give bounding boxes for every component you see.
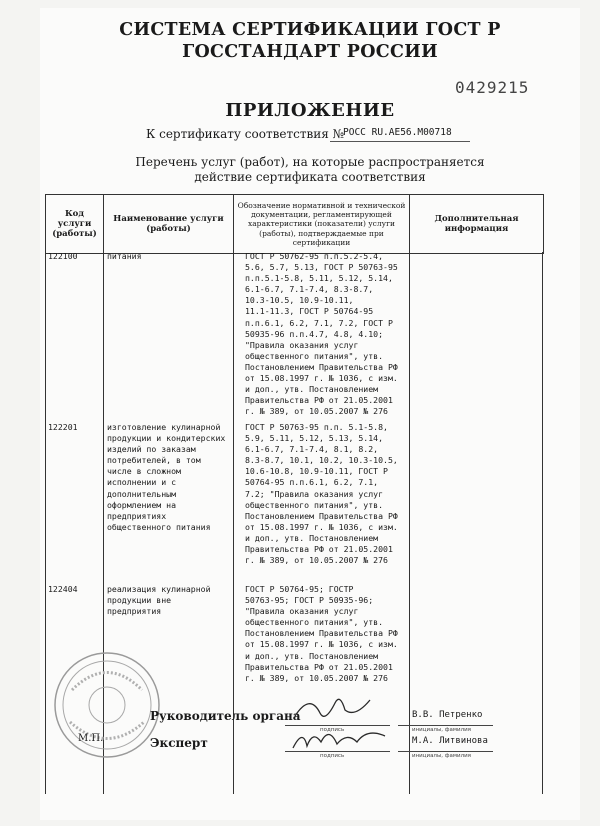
row-code: 122100 (48, 251, 78, 261)
row-code: 122201 (48, 422, 78, 432)
certificate-number: РОСС RU.АЕ56.М00718 (343, 127, 452, 138)
row-docs: ГОСТ Р 50762-95 п.п.5.2-5.4, 5.6, 5.7, 5.13, ГОСТ Р 50763-95 п.п.5.1-5.8, 5.11, 5.12, 5.14, 6.1-6.7, 7.1-7.4, 8.3-8.7, 10.3-10.5, 10.9-10.11, 11.1-11.3, ГОСТ Р 50764-95 п.п.6.1, 6.2, 7.1, 7.2, ГОСТ Р 50935-96 п.п.4.7, 4.8, 4.10; "Правила оказания услуг общественного питания", утв. Постановлением Правительства РФ от 15.08.1997 г. № 1036, с изм. и доп., утв. Постановлением Правительства РФ от 21.05.2001 г. № 389, от 10.05.2007 № 276 (245, 251, 398, 417)
serial-number: 0429215 (455, 78, 530, 97)
expert-signature (285, 718, 395, 756)
expert-name: М.А. Литвинова (412, 736, 488, 746)
row-docs: ГОСТ Р 50764-95; ГОСТР 50763-95; ГОСТ Р 50935-96; "Правила оказания услуг общественного питания", утв. Постановлением Правительства РФ от 15.08.1997 г. № 1036, с изм. и доп., утв. Постановлением Правительства РФ от 21.05.2001 г. № 389, от 10.05.2007 № 276 (245, 584, 398, 683)
table-border-left (45, 252, 46, 794)
subtitle-line2: действие сертификата соответствия (194, 170, 426, 184)
initials-caption: инициалы, фамилия (412, 727, 471, 733)
certificate-label: К сертификату соответствия № (146, 127, 344, 141)
row-service-name: изготовление кулинарной продукции и кондитерских изделий по заказам потребителей, в том числе в сложном исполнении и с дополнительным оформлением на предприятиях общественного питания (107, 422, 226, 532)
name-line (398, 725, 493, 726)
round-stamp (52, 650, 162, 760)
header-line1: СИСТЕМА СЕРТИФИКАЦИИ ГОСТ Р (119, 20, 501, 40)
header-line2: ГОССТАНДАРТ РОССИИ (182, 42, 438, 62)
header-extra: Дополнительная информация (410, 195, 544, 254)
row-service-name: реализация кулинарной продукции вне предприятия (107, 584, 211, 617)
stamp-place-label: М.П. (78, 733, 104, 744)
row-docs: ГОСТ Р 50763-95 п.п. 5.1-5.8, 5.9, 5.11, 5.12, 5.13, 5.14, 6.1-6.7, 7.1-7.4, 8.1, 8.2, 8.3-8.7, 10.1, 10.2, 10.3-10.5, 10.6-10.8, 10.9-10.11, ГОСТ Р 50764-95 п.п.6.1, 6.2, 7.1, 7.2; "Правила оказания услуг общественного питания", утв. Постановлением Правительства РФ от 15.08.1997 г. № 1036, с изм. и доп., утв. Постановлением Правительства РФ от 21.05.2001 г. № 389, от 10.05.2007 № 276 (245, 422, 398, 566)
name-line (398, 751, 493, 752)
table-divider (409, 252, 410, 794)
table-border-right (542, 252, 543, 794)
initials-caption: инициалы, фамилия (412, 753, 471, 759)
services-table-header (45, 194, 544, 254)
head-of-body-label: Руководитель органа (150, 709, 301, 723)
head-of-body-name: В.В. Петренко (412, 710, 483, 720)
page-title: ПРИЛОЖЕНИЕ (225, 100, 395, 121)
header-docs: Обозначение нормативной и технической документации, регламентирующей характеристики (показатели) услуги (работы), подтверждаемые при сертификации (234, 195, 410, 254)
subtitle-line1: Перечень услуг (работ), на которые распространяется (135, 155, 485, 169)
signature-caption: подпись (320, 727, 345, 733)
row-code: 122404 (48, 584, 78, 594)
certificate-underline (330, 141, 470, 142)
header-code: Код услуги (работы) (46, 195, 104, 254)
row-service-name: питания (107, 251, 142, 261)
expert-label: Эксперт (150, 736, 208, 750)
signature-caption: подпись (320, 753, 345, 759)
header-name: Наименование услуги (работы) (104, 195, 234, 254)
